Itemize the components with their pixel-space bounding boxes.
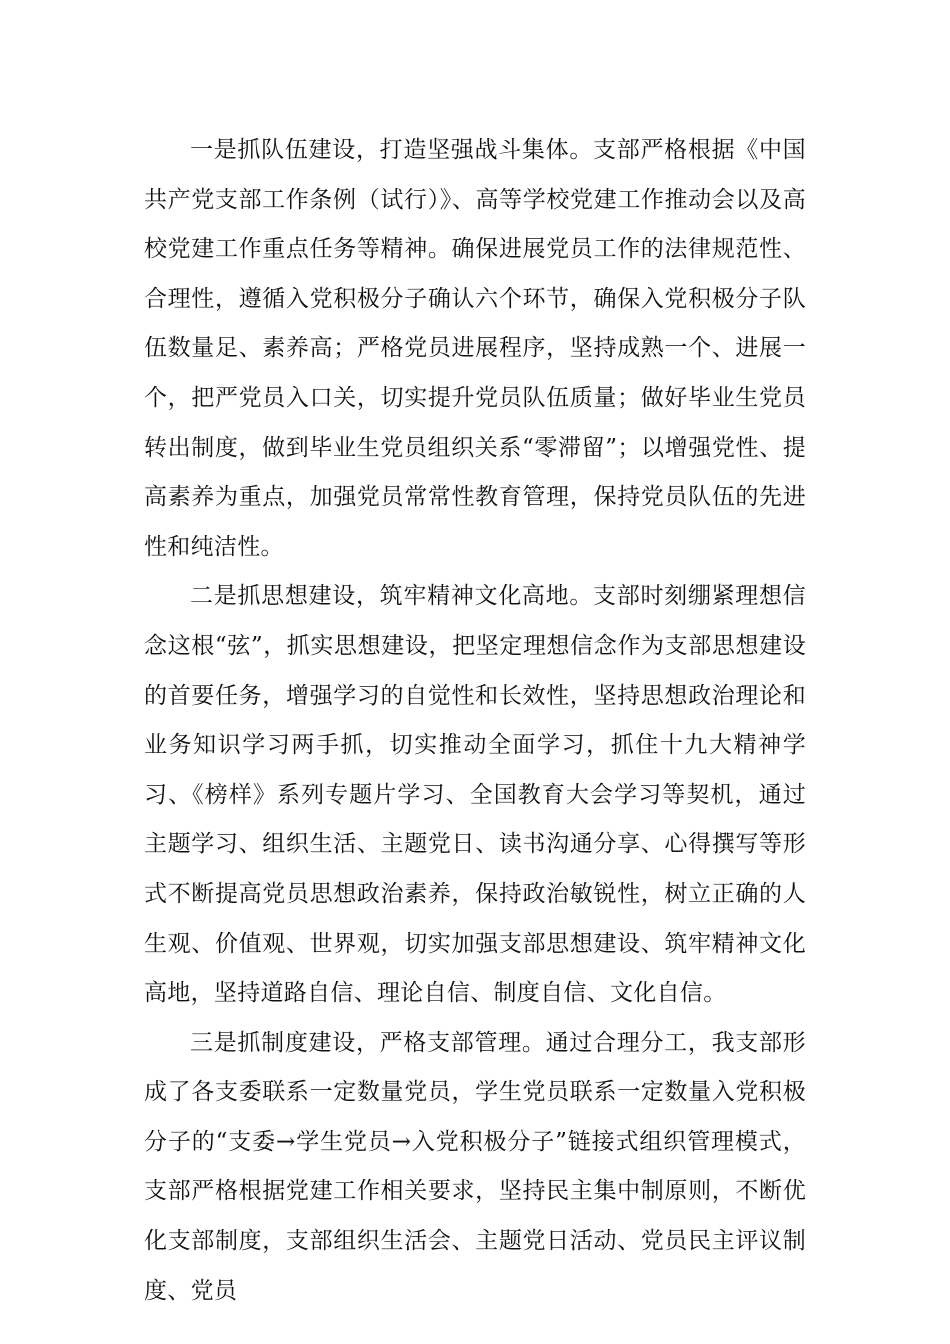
document-page — [144, 126, 806, 1316]
paragraph-ideological-building: 二是抓思想建设，筑牢精神文化高地。支部时刻绷紧理想信念这根“弦”，抓实思想建设，把坚定理想信念作为支部思想建设的首要任务，增强学习的自觉性和长效性，坚持思想政治理论和业务知识学习两手抓，切实推动全面学习，抓住十九大精神学习、《榜样》系列专题片学习、全国教育大会学习等契机，通过主题学习、组织生活、主题党日、读书沟通分享、心得撰写等形式不断提高党员思想政治素养，保持政治敏锐性，树立正确的人生观、价值观、世界观，切实加强支部思想建设、筑牢精神文化高地，坚持道路自信、理论自信、制度自信、文化自信。 — [144, 583, 806, 1007]
paragraph-system-building: 三是抓制度建设，严格支部管理。通过合理分工，我支部形成了各支委联系一定数量党员，学生党员联系一定数量入党积极分子的“支委→学生党员→入党积极分子”链接式组织管理模式，支部严格根据党建工作相关要求，坚持民主集中制原则，不断优化支部制度，支部组织生活会、主题党日活动、党员民主评议制度、党员 — [144, 1029, 806, 1304]
paragraph-team-building: 一是抓队伍建设，打造坚强战斗集体。支部严格根据《中国共产党支部工作条例（试行）》、高等学校党建工作推动会以及高校党建工作重点任务等精神。确保进展党员工作的法律规范性、合理性，遵循入党积极分子确认六个环节，确保入党积极分子队伍数量足、素养高；严格党员进展程序，坚持成熟一个、进展一个，把严党员入口关，切实提升党员队伍质量；做好毕业生党员转出制度，做到毕业生党员组织关系“零滞留”；以增强党性、提高素养为重点，加强党员常常性教育管理，保持党员队伍的先进性和纯洁性。 — [144, 137, 806, 560]
